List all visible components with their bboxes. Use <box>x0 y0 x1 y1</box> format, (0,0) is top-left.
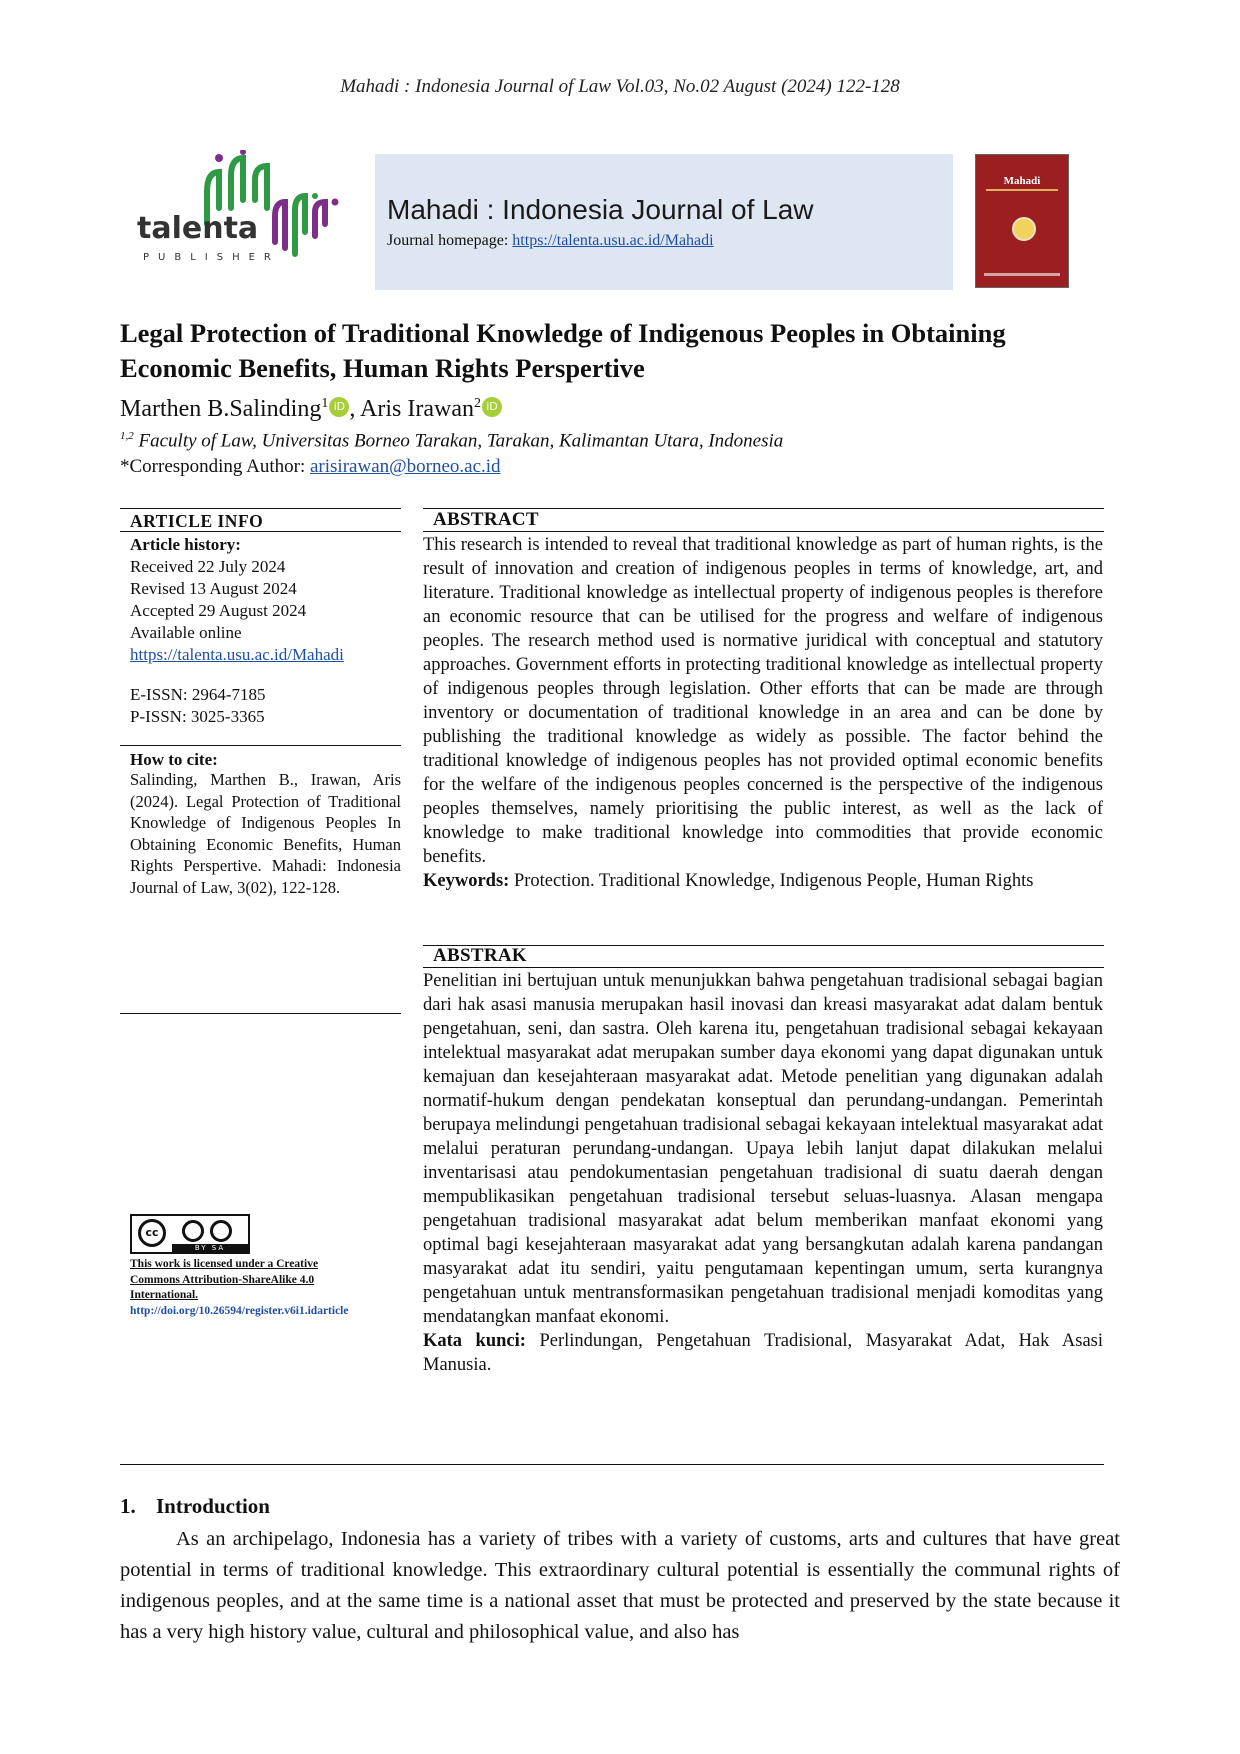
history-label: Article history: <box>130 535 241 554</box>
author-name: Aris Irawan <box>360 396 474 422</box>
orcid-icon[interactable]: iD <box>482 397 502 417</box>
logo-subtext: PUBLISHER <box>143 252 280 263</box>
rule-abstrak-head <box>423 967 1104 968</box>
cover-rule <box>986 189 1058 191</box>
kata-kunci-label: Kata kunci: <box>423 1331 526 1351</box>
kata-kunci-text: Perlindungan, Pengetahuan Tradisional, Masyarakat Adat, Hak Asasi Manusia. <box>423 1331 1103 1375</box>
abstrak-heading: ABSTRAK <box>433 945 527 966</box>
cover-title: Mahadi <box>1003 175 1041 187</box>
author-name: Marthen B.Salinding <box>120 396 322 422</box>
title-line: Legal Protection of Traditional Knowledge of Indigenous Peoples in Obtaining <box>120 318 1006 348</box>
cc-license-badge[interactable] <box>130 1214 250 1254</box>
doi-link[interactable]: http://doi.org/10.26594/register.v6i1.idarticle <box>130 1304 349 1317</box>
rule-left-top <box>120 508 401 509</box>
article-url-link[interactable]: https://talenta.usu.ac.id/Mahadi <box>130 645 344 664</box>
rule-left-end <box>120 1013 401 1014</box>
keywords-label: Keywords: <box>423 871 510 891</box>
logo-wordmark: talenta <box>137 211 259 246</box>
license-line[interactable]: This work is licensed under a Creative <box>130 1258 319 1270</box>
keywords-text: Protection. Traditional Knowledge, Indigenous People, Human Rights <box>509 871 1034 891</box>
introduction-paragraph: As an archipelago, Indonesia has a variety of tribes with a variety of customs, arts and cultures that have great potential in terms of traditional knowledge. This extraordinary cultural potential is essentially the communal rights of indigenous peoples, and at the same time is a national asset that must be protected and preserved by the state because it has a very high history value, cultural and philosophical value, and also has <box>120 1528 1120 1643</box>
publisher-logo <box>135 150 365 275</box>
abstract-body <box>423 533 1103 893</box>
corresponding-label: *Corresponding Author: <box>120 456 310 477</box>
license-line[interactable]: Commons Attribution-ShareAlike 4.0 <box>130 1273 315 1286</box>
cite-label: How to cite: <box>130 750 218 769</box>
journal-name: Mahadi : Indonesia Journal of Law <box>387 194 814 225</box>
section-number: 1. <box>120 1494 136 1518</box>
paper-title <box>120 316 1120 386</box>
article-history <box>130 534 344 728</box>
rule-left-cite <box>120 745 401 746</box>
keywords <box>423 869 1103 893</box>
author-list <box>120 396 502 423</box>
journal-homepage <box>387 232 714 250</box>
rule-section-end <box>120 1464 1104 1465</box>
author-affil-mark: 2 <box>473 396 481 411</box>
emblem-icon <box>1012 217 1036 241</box>
corresponding-email-link[interactable]: arisirawan@borneo.ac.id <box>310 456 501 477</box>
author-affil-mark: 1 <box>321 396 329 411</box>
running-header: Mahadi : Indonesia Journal of Law Vol.03, No.02 August (2024) 122-128 <box>340 76 900 97</box>
abstrak-text: Penelitian ini bertujuan untuk menunjukkan bahwa pengetahuan tradisional sebagai bagian dari hak asasi manusia merupakan hasil inovasi dan kreasi masyarakat adat dalam bentuk pengetahuan, seni, dan sastra. Oleh karena itu, pengetahuan tradisional sebagai kekayaan intelektual masyarakat adat merupakan sumber daya ekonomi yang dapat digunakan untuk kemajuan dan kesejahteraan masyarakat adat. Metode penelitian yang digunakan adalah normatif-hukum dengan pendekatan konseptual dan perundang-undangan. Pemerintah berupaya melindungi pengetahuan tradisional sebagai kekayaan intelektual masyarakat adat melalui peraturan perundang-undangan. Upaya lebih lanjut dapat dilakukan melalui inventarisasi atau pendokumentasian pengetahuan tradisional di suatu daerah dengan mempublikasikan pengetahuan tradisional tersebut seluas-luasnya. Alasan mengapa pengetahuan tradisional masyarakat adat belum memberikan manfaat ekonomi yang optimal bagi kesejahteraan masyarakat adat yang bersangkutan adalah karena pandangan masyarakat adat itu sendiri, yaitu pengutamaan kepentingan umum, serta kurangnya pengetahuan untuk mentransformasikan pengetahuan tradisional menjadi komoditas yang mendatangkan manfaat ekonomi. <box>423 971 1103 1327</box>
introduction-heading <box>120 1494 270 1519</box>
revised-date: Revised 13 August 2024 <box>130 579 297 598</box>
attribution-icon <box>182 1220 204 1242</box>
title-line: Economic Benefits, Human Rights Perspertive <box>120 353 645 383</box>
share-alike-icon <box>210 1220 232 1242</box>
pissn: P-ISSN: 3025-3365 <box>130 707 265 726</box>
homepage-label: Journal homepage: <box>387 232 513 249</box>
affiliation-text: Faculty of Law, Universitas Borneo Tarakan, Tarakan, Kalimantan Utara, Indonesia <box>133 430 784 452</box>
accepted-date: Accepted 29 August 2024 <box>130 601 307 620</box>
eissn: E-ISSN: 2964-7185 <box>130 685 266 704</box>
available-online: Available online <box>130 623 242 642</box>
affiliation <box>120 430 783 452</box>
orcid-icon[interactable]: iD <box>329 397 349 417</box>
cite-text: Salinding, Marthen B., Irawan, Aris (2024). Legal Protection of Traditional Knowledge of Indigenous Peoples In Obtaining Economic Benefits, Human Rights Perspertive. Mahadi: Indonesia Journal of Law, 3(02), 122-128. <box>130 770 401 897</box>
abstract-heading: ABSTRACT <box>433 509 539 530</box>
author-separator: , <box>349 396 361 422</box>
corresponding-author <box>120 456 501 478</box>
abstract-text: This research is intended to reveal that traditional knowledge as part of human rights, is the result of innovation and creation of indigenous peoples in terms of knowledge, art, and literature. Traditional knowledge as intellectual property of indigenous peoples is therefore an economic resource that can be utilised for the progress and welfare of indigenous peoples. The research method used is normative juridical with conceptual and statutory approaches. Government efforts in protecting traditional knowledge as intellectual property of indigenous peoples through legislation. Other efforts that can be made are through inventory or documentation of traditional knowledge in an area and can be done by publishing the traditional knowledge as widely as possible. The factor behind the traditional knowledge of indigenous peoples has not provided optimal economic benefits for the welfare of the indigenous peoples concerned is the perspective of the indigenous peoples themselves, namely prioritising the public interest, as well as the lack of knowledge to make traditional knowledge into commodities that provide economic benefits. <box>423 535 1103 867</box>
abstrak-body <box>423 969 1103 1377</box>
cc-icon: cc <box>138 1219 166 1247</box>
article-info-heading: ARTICLE INFO <box>130 511 264 531</box>
license-text <box>130 1257 400 1319</box>
journal-cover <box>975 154 1069 288</box>
received-date: Received 22 July 2024 <box>130 557 286 576</box>
rule-abstract-head <box>423 531 1104 532</box>
license-strip: BY SA <box>172 1244 248 1252</box>
kata-kunci <box>423 1329 1103 1377</box>
homepage-link[interactable]: https://talenta.usu.ac.id/Mahadi <box>512 232 714 249</box>
cover-footer-rule <box>984 273 1060 276</box>
section-title: Introduction <box>156 1494 270 1518</box>
affiliation-mark: 1,2 <box>120 430 134 442</box>
journal-banner <box>375 154 953 290</box>
license-line[interactable]: International. <box>130 1289 199 1301</box>
